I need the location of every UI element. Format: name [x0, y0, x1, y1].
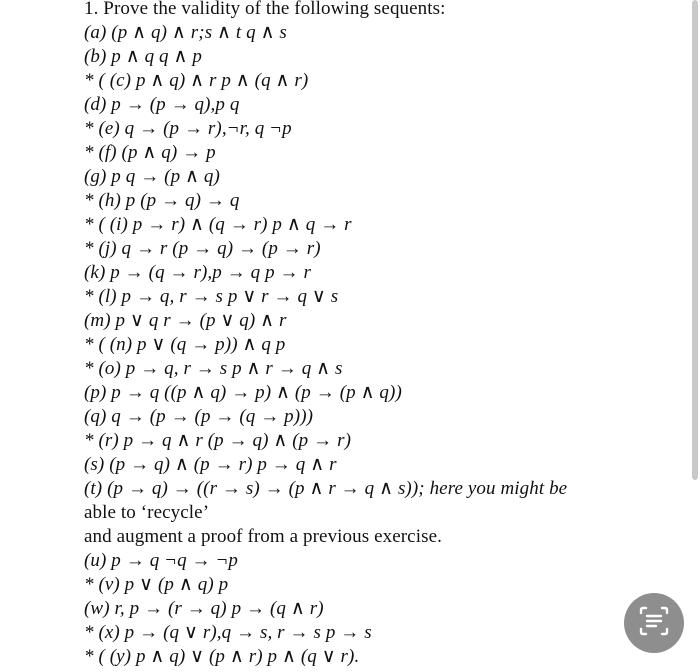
exercise-x-line: * (x) p → (q ∨ r),q → s, r → s p → s [84, 622, 372, 643]
scan-text-button[interactable] [624, 593, 684, 653]
exercise-o-line: * (o) p → q, r → s p ∧ r → q ∧ s [84, 358, 343, 379]
exercise-u-line: (u) p → q ¬q → ¬p [84, 550, 238, 571]
scan-text-icon [637, 604, 671, 643]
exercise-v-line: * (v) p ∨ (p ∧ q) p [84, 574, 229, 595]
exercise-c-line: * ( (c) p ∧ q) ∧ r p ∧ (q ∧ r) [84, 70, 309, 91]
heading-line: 1. Prove the validity of the following sequents: [84, 0, 446, 19]
exercise-h-line: * (h) p (p → q) → q [84, 190, 240, 211]
exercise-s-line: (s) (p → q) ∧ (p → r) p → q ∧ r [84, 454, 337, 475]
exercise-t-continuation-1: able to ‘recycle’ [84, 502, 210, 523]
exercise-k-line: (k) p → (q → r),p → q p → r [84, 262, 311, 283]
exercise-e-line: * (e) q → (p → r),¬r, q ¬p [84, 118, 292, 139]
exercise-a-line: (a) (p ∧ q) ∧ r;s ∧ t q ∧ s [84, 22, 287, 43]
exercise-f-line: * (f) (p ∧ q) → p [84, 142, 216, 163]
exercise-q-line: (q) q → (p → (p → (q → p))) [84, 406, 314, 427]
exercise-r-line: * (r) p → q ∧ r (p → q) ∧ (p → r) [84, 430, 352, 451]
vertical-scrollbar[interactable] [692, 0, 698, 480]
exercise-d-line: (d) p → (p → q),p q [84, 94, 240, 115]
exercise-n-line: * ( (n) p ∨ (q → p)) ∧ q p [84, 334, 286, 355]
exercise-g-line: (g) p q → (p ∧ q) [84, 166, 220, 187]
exercise-w-line: (w) r, p → (r → q) p → (q ∧ r) [84, 598, 324, 619]
exercise-m-line: (m) p ∨ q r → (p ∨ q) ∧ r [84, 310, 287, 331]
exercise-l-line: * (l) p → q, r → s p ∨ r → q ∨ s [84, 286, 339, 307]
exercise-i-line: * ( (i) p → r) ∧ (q → r) p ∧ q → r [84, 214, 352, 235]
exercise-t-continuation-2: and augment a proof from a previous exercise. [84, 526, 442, 547]
exercise-b-line: (b) p ∧ q q ∧ p [84, 46, 202, 67]
exercise-j-line: * (j) q → r (p → q) → (p → r) [84, 238, 321, 259]
exercise-y-line: * ( (y) p ∧ q) ∨ (p ∧ r) p ∧ (q ∨ r). [84, 646, 360, 667]
exercise-p-line: (p) p → q ((p ∧ q) → p) ∧ (p → (p ∧ q)) [84, 382, 402, 403]
exercise-t-line: (t) (p → q) → ((r → s) → (p ∧ r → q ∧ s)); here you might be [84, 478, 568, 499]
